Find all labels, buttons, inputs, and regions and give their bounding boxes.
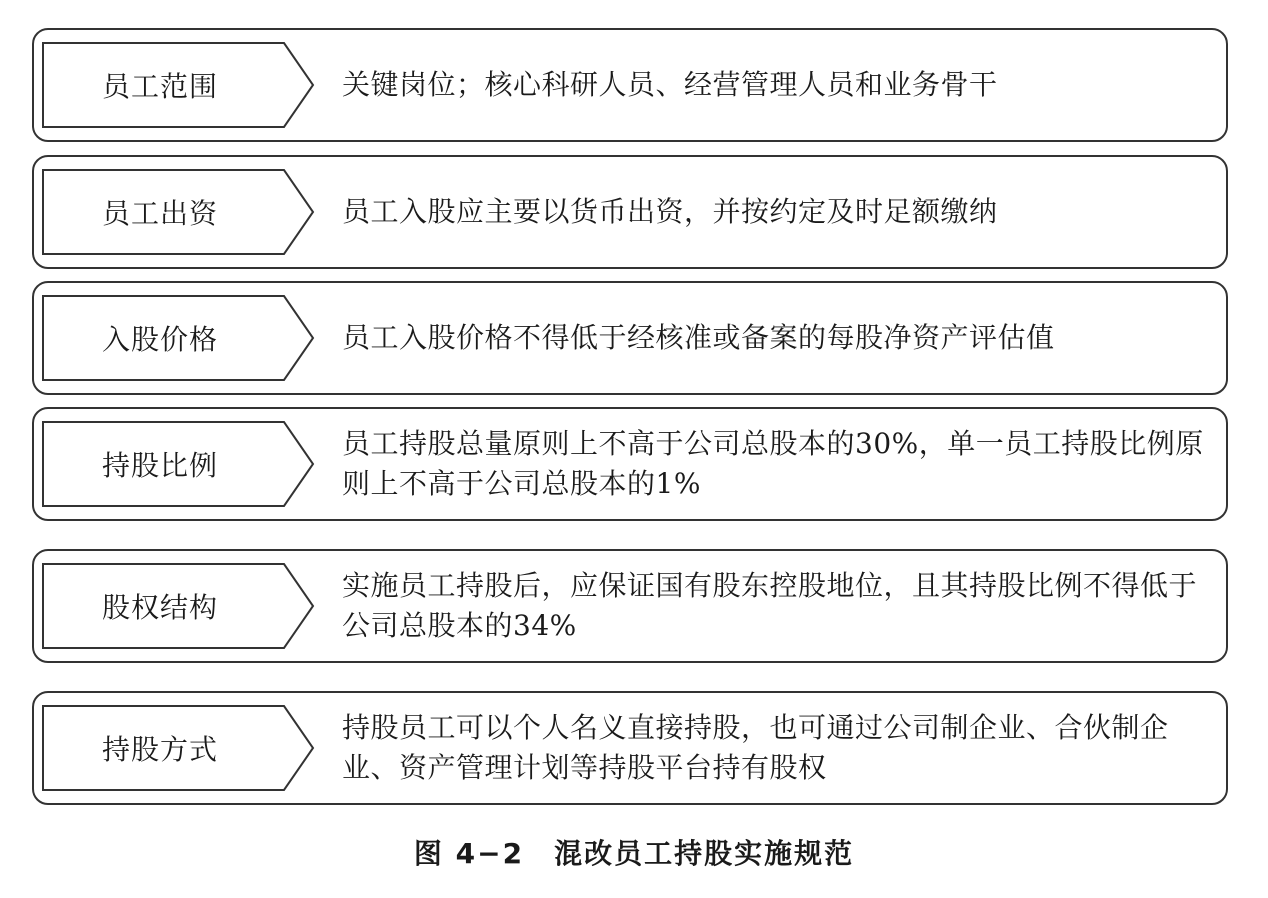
row-description: 持股员工可以个人名义直接持股，也可通过公司制企业、合伙制企业、资产管理计划等持股平台持有股权 — [342, 711, 1169, 784]
row-label: 持股方式 — [101, 733, 218, 766]
row-description: 员工入股应主要以货币出资，并按约定及时足额缴纳 — [342, 195, 998, 228]
row-shareholding-method — [32, 691, 1228, 805]
row-description: 员工入股价格不得低于经核准或备案的每股净资产评估值 — [342, 321, 1055, 354]
row-tag — [42, 42, 314, 128]
row-tag — [42, 421, 314, 507]
row-tag — [42, 169, 314, 255]
row-equity-structure — [32, 549, 1228, 663]
row-label: 员工范围 — [101, 70, 218, 103]
row-tag — [42, 295, 314, 381]
row-tag — [42, 705, 314, 791]
row-share-price — [32, 281, 1228, 395]
row-label: 股权结构 — [101, 591, 218, 624]
row-description: 实施员工持股后，应保证国有股东控股地位，且其持股比例不得低于公司总股本的34% — [342, 569, 1198, 642]
row-shareholding-ratio — [32, 407, 1228, 521]
row-employee-scope — [32, 28, 1228, 142]
row-tag — [42, 563, 314, 649]
row-description: 员工持股总量原则上不高于公司总股本的30%，单一员工持股比例原则上不高于公司总股本的1% — [342, 427, 1204, 500]
row-label: 入股价格 — [101, 323, 218, 356]
row-description: 关键岗位；核心科研人员、经营管理人员和业务骨干 — [342, 68, 998, 101]
row-employee-contribution — [32, 155, 1228, 269]
row-label: 持股比例 — [101, 449, 218, 482]
row-label: 员工出资 — [101, 197, 218, 230]
figure-caption: 图 4−2 混改员工持股实施规范 — [413, 837, 855, 870]
